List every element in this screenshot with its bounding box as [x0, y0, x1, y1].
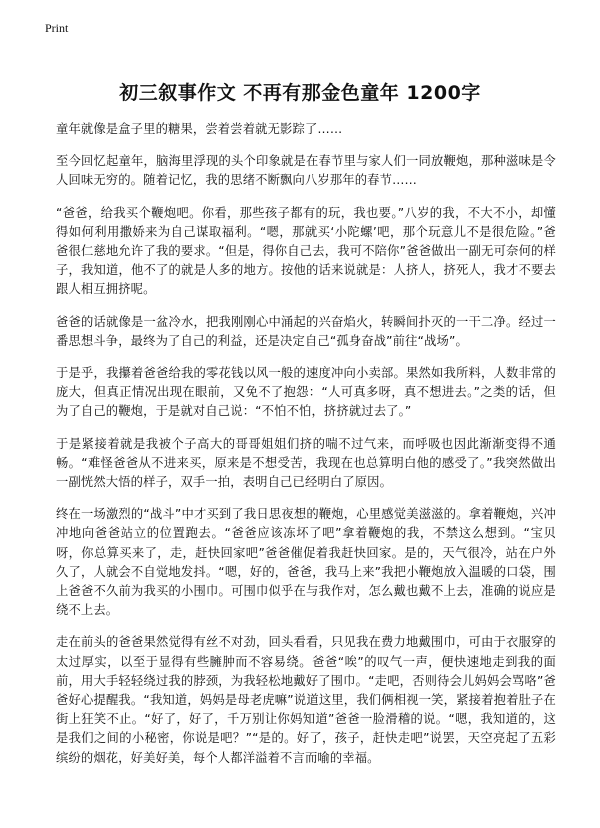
paragraph: 走在前头的爸爸果然觉得有丝不对劲，回头看看，只见我在费力地戴围巾，可由于衣服穿的太过厚实，以至于显得有些臃肿而不容易绕。爸爸“唉”的叹气一声，便快速地走到我的面前，用大手轻轻绕过我的脖颈，为我轻松地戴好了围巾。“走吧，否则待会儿妈妈会骂咯”爸爸好心提醒我。“我知道，妈妈是母老虎嘛”说道这里，我们俩相视一笑，紧接着抱着肚子在街上狂笑不止。“好了，好了，千万别让你妈知道”爸爸一脸滑稽的说。“嗯，我知道的，这是我们之间的小秘密，你说是吧？”“是的。好了，孩子，赶快走吧”说罢，天空亮起了五彩缤纷的烟花，好美好美，每个人都洋溢着不言而喻的幸福。 — [56, 635, 556, 765]
paragraph: 于是紧接着就是我被个子高大的哥哥姐姐们挤的喘不过气来，而呼吸也因此渐渐变得不通畅。“难怪爸爸从不进来买，原来是不想受苦，我现在也总算明白他的感受了。”我突然做出一副恍然大悟的样子，双手一拍，表明自己已经明白了原因。 — [56, 436, 556, 490]
paragraph: 爸爸的话就像是一盆冷水，把我刚刚心中涌起的兴奋焰火，转瞬间扑灭的一干二净。经过一番思想斗争，最终为了自己的利益，还是决定自己“孤身奋战”前往“战场”。 — [56, 314, 556, 348]
paragraph: “爸爸，给我买个鞭炮吧。你看，那些孩子都有的玩，我也要。”八岁的我，不大不小，却懂得如何利用撒娇来为自己谋取福利。“嗯，那就买‘小陀螺’吧，那个玩意儿不是很危险。”爸爸很仁慈地允许了我的要求。“但是，得你自己去，我可不陪你”爸爸做出一副无可奈何的样子，我知道，他不了的就是人多的地方。按他的话来说就是：人挤人，挤死人，我才不要去跟人相互拥挤呢。 — [56, 205, 556, 297]
paragraph: 童年就像是盒子里的糖果，尝着尝着就无影踪了…… — [56, 122, 343, 136]
paragraph: 于是乎，我攥着爸爸给我的零花钱以风一般的速度冲向小卖部。果然如我所料，人数非常的庞大，但真正情况出现在眼前，又免不了抱怨：“人可真多呀，真不想进去。”之类的话，但为了自己的鞭炮，于是就对自己说：“不怕不怕，挤挤就过去了。” — [56, 366, 556, 419]
paragraph: 终在一场激烈的“战斗”中才买到了我日思夜想的鞭炮，心里感觉美滋滋的。拿着鞭炮，兴冲冲地向爸爸站立的位置跑去。“爸爸应该冻坏了吧”拿着鞭炮的我，不禁这么想到。“宝贝呀，你总算买来了，走，赶快回家吧”爸爸催促着我赶快回家。是的，天气很冷，站在户外久了，人就会不自觉地发抖。“嗯，好的，爸爸，我马上来”我把小鞭炮放入温暖的口袋，围上爸爸不久前为我买的小围巾。可围巾似乎在与我作对，怎么戴也戴不上去，准确的说应是绕不上去。 — [56, 507, 556, 618]
article-title: 初三叙事作文 不再有那金色童年 1200字 — [119, 82, 481, 104]
article-body — [56, 120, 556, 781]
paragraph: 至今回忆起童年，脑海里浮现的头个印象就是在春节里与家人们一同放鞭炮，那种滋味是令人回味无穷的。随着记忆，我的思绪不断飘向八岁那年的春节…… — [56, 154, 556, 188]
print-link[interactable]: Print — [45, 21, 69, 35]
